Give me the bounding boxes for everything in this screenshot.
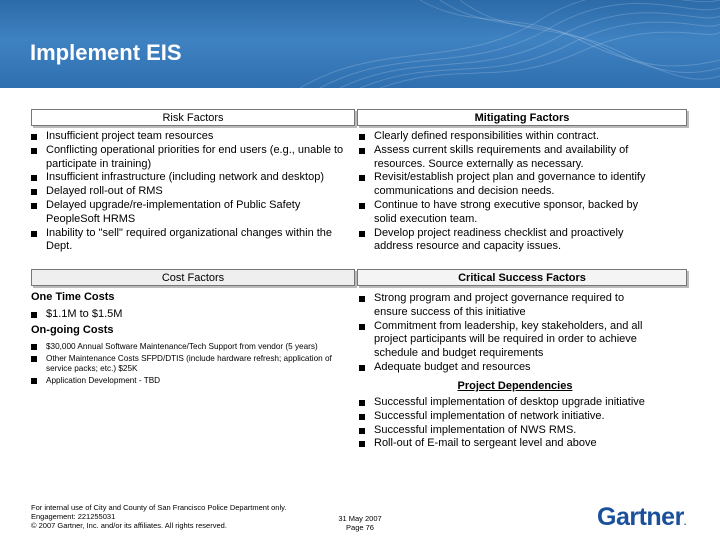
list-item: Other Maintenance Costs SFPD/DTIS (include hardware refresh; application of service packs; etc.) $25K xyxy=(31,354,353,375)
footer-page-number: Page 76 xyxy=(346,523,374,532)
critical-success-factors-header: Critical Success Factors xyxy=(357,269,687,286)
list-item: Inability to "sell" required organizational changes within the Dept. xyxy=(31,227,351,255)
one-time-costs-label: One Time Costs xyxy=(31,291,115,303)
list-item: Clearly defined responsibilities within contract. xyxy=(359,130,659,144)
list-item: Insufficient project team resources xyxy=(31,130,351,144)
list-item: $30,000 Annual Software Maintenance/Tech Support from vendor (5 years) xyxy=(31,342,353,353)
list-item: Application Development - TBD xyxy=(31,376,353,387)
footer-date-page xyxy=(335,514,385,532)
list-item: Adequate budget and resources xyxy=(359,361,649,375)
project-dependencies-label: Project Dependencies xyxy=(457,380,573,392)
list-item: Successful implementation of network initiative. xyxy=(359,410,659,424)
list-item: Conflicting operational priorities for end users (e.g., unable to participate in training) xyxy=(31,144,351,172)
list-item: Delayed roll-out of RMS xyxy=(31,185,351,199)
footer-date: 31 May 2007 xyxy=(338,514,382,523)
title-banner xyxy=(0,0,720,88)
risk-factors-header: Risk Factors xyxy=(31,109,355,126)
list-item: $1.1M to $1.5M xyxy=(31,308,351,322)
list-item: Commitment from leadership, key stakeholders, and all project participants will be required in order to achieve schedule and budget requirements xyxy=(359,320,649,361)
cost-factors-header: Cost Factors xyxy=(31,269,355,286)
list-item: Successful implementation of desktop upgrade initiative xyxy=(359,396,659,410)
one-time-costs-list xyxy=(31,308,351,322)
list-item: Delayed upgrade/re-implementation of Public Safety PeopleSoft HRMS xyxy=(31,199,351,227)
logo-mark: . xyxy=(683,517,686,527)
ongoing-costs-list xyxy=(31,342,353,387)
list-item: Successful implementation of NWS RMS. xyxy=(359,424,659,438)
list-item: Roll-out of E-mail to sergeant level and above xyxy=(359,437,659,451)
list-item: Strong program and project governance required to ensure success of this initiative xyxy=(359,292,649,320)
footer-engagement: Engagement: 221255031 xyxy=(31,512,116,521)
logo-wordmark: Gartner xyxy=(597,503,684,531)
ongoing-costs-label: On-going Costs xyxy=(31,324,114,336)
list-item: Insufficient infrastructure (including network and desktop) xyxy=(31,171,351,185)
list-item: Revisit/establish project plan and governance to identify communications and decision needs. xyxy=(359,171,659,199)
critical-success-factors-list xyxy=(359,292,649,375)
project-dependencies-list xyxy=(359,396,659,451)
gartner-logo xyxy=(597,503,686,532)
footer-copyright: © 2007 Gartner, Inc. and/or its affiliates. All rights reserved. xyxy=(31,521,227,530)
page-title: Implement EIS xyxy=(30,40,182,65)
risk-factors-list xyxy=(31,130,351,254)
footer-notice xyxy=(31,503,331,530)
footer-internal-use: For internal use of City and County of San Francisco Police Department only. xyxy=(31,503,287,512)
mitigating-factors-header: Mitigating Factors xyxy=(357,109,687,126)
list-item: Assess current skills requirements and availability of resources. Source externally as necessary. xyxy=(359,144,659,172)
list-item: Develop project readiness checklist and proactively address resource and capacity issues. xyxy=(359,227,659,255)
mitigating-factors-list xyxy=(359,130,659,254)
list-item: Continue to have strong executive sponsor, backed by solid execution team. xyxy=(359,199,659,227)
